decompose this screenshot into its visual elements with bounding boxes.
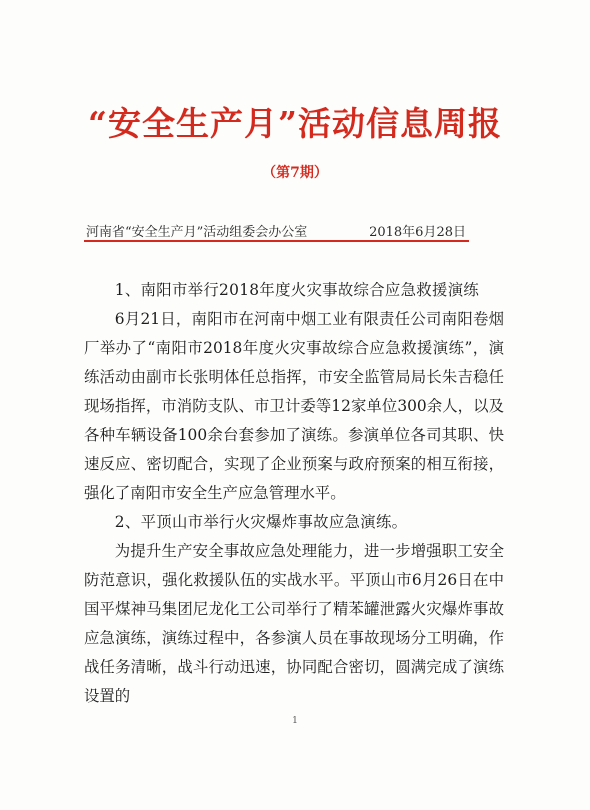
section-paragraph: 为提升生产安全事故应急处理能力，进一步增强职工安全防范意识，强化救援队伍的实战水平。平顶山市6月26日在中国平煤神马集团尼龙化工公司举行了精苯罐泄露火灾爆炸事故应急演练，演练过程中，各参演人员在事故现场分工明确，作战任务清晰，战斗行动迅速，协同配合密切，圆满完成了演练设置的 bbox=[84, 542, 504, 705]
section-heading: 1、南阳市举行2018年度火灾事故综合应急救援演练 bbox=[114, 281, 480, 299]
section-heading: 2、平顶山市举行火灾爆炸事故应急演练。 bbox=[114, 513, 408, 531]
masthead bbox=[86, 221, 466, 240]
header-divider bbox=[84, 240, 469, 242]
document-title: “安全生产月”活动信息周报 bbox=[88, 104, 502, 143]
section-paragraph: 6月21日，南阳市在河南中烟工业有限责任公司南阳卷烟厂举办了“南阳市2018年度火灾事故综合应急救援演练”，演练活动由副市长张明体任总指挥，市安全监管局局长朱吉稳任现场指挥，市消防支队、市卫计委等12家单位300余人，以及各种车辆设备100余台套参加了演练。参演单位各司其职、快速反应、密切配合，实现了企业预案与政府预案的相互衔接，强化了南阳市安全生产应急管理水平。 bbox=[84, 310, 504, 502]
issuing-office: 河南省“安全生产月”活动组委会办公室 bbox=[86, 225, 308, 240]
issue-date: 2018年6月28日 bbox=[369, 225, 466, 240]
document-body bbox=[84, 276, 504, 711]
page-number: 1 bbox=[292, 716, 298, 726]
issue-number: （第7期） bbox=[262, 165, 328, 181]
